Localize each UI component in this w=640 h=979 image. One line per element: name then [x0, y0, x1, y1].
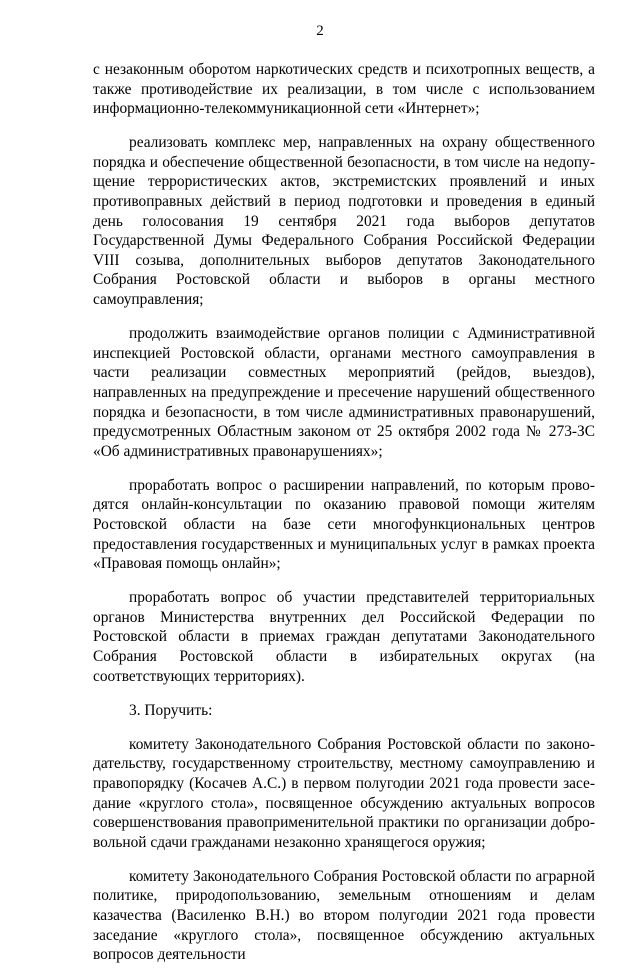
- page-number: 2: [316, 23, 324, 39]
- paragraph-instruct-heading: 3. Поручить:: [129, 701, 213, 719]
- paragraph-citizen-receptions: проработать вопрос об участии представителей территориальных органов Министерства внутренних дел Российской Федерации по Ростовской области в приемах граждан депутатами Законодательного Собрания Ростовской области в избирательных округах (на соответствующих территориях).: [93, 589, 595, 685]
- paragraph-admin-inspection-cooperation: продолжить взаимодействие органов полиции с Административной инспекцией Ростовской области, органами местного самоуправления в части реализации совместных мероприятий (рейдов, выездов), направленных на предупреждение и пресечение нарушений общественного порядка и безопасности, в том числе административных правонарушений, предусмотренных Областным законом от 25 октября 2002 года № 273-ЗС «Об административных правонарушениях»;: [93, 325, 595, 460]
- paragraph-online-consultations: проработать вопрос о расширении направлений, по которым проводятся онлайн-консультации по оказанию правовой помощи жителям Ростовской области на базе сети многофункциональных центров предоставления государственных и муниципальных услуг в рамках проекта «Правовая помощь онлайн»;: [93, 476, 595, 573]
- paragraph-public-order-measures: реализовать комплекс мер, направленных на охрану общественного порядка и обеспечение общественной безопасности, в том числе на недопущение террористических актов, экстремистских проявлений и иных противоправных действий в период подготовки и проведения в единый день голосования 19 сентября 2021 года выборов депутатов Государственной Думы Федерального Собрания Российской Федерации VIII созыва, дополнительных выборов депутатов Законодательного Собрания Ростовской области и выборов в органы местного самоуправления;: [93, 134, 595, 309]
- paragraph-legislation-committee: комитету Законодательного Собрания Ростовской области по законодательству, государственному строительству, местному самоуправлению и правопорядку (Косачев А.С.) в первом полугодии 2021 года провести заседание «круглого стола», посвященное обсуждению актуальных вопросов совершенствования правоприменительной практики по организации добровольной сдачи гражданами незаконно хранящегося оружия;: [93, 735, 595, 851]
- document-body: [93, 60, 595, 979]
- paragraph-continuation: с незаконным оборотом наркотических средств и психотропных веществ, а также противодействие их реализации, в том числе с использованием информационно-телекоммуникационной сети «Интернет»;: [93, 61, 595, 118]
- paragraph-agrarian-committee: комитету Законодательного Собрания Ростовской области по аграрной политике, природопользованию, земельным отношениям и делам казачества (Василенко В.Н.) во втором полугодии 2021 года провести заседание «круглого стола», посвященное обсуждению актуальных вопросов деятельности: [93, 867, 595, 964]
